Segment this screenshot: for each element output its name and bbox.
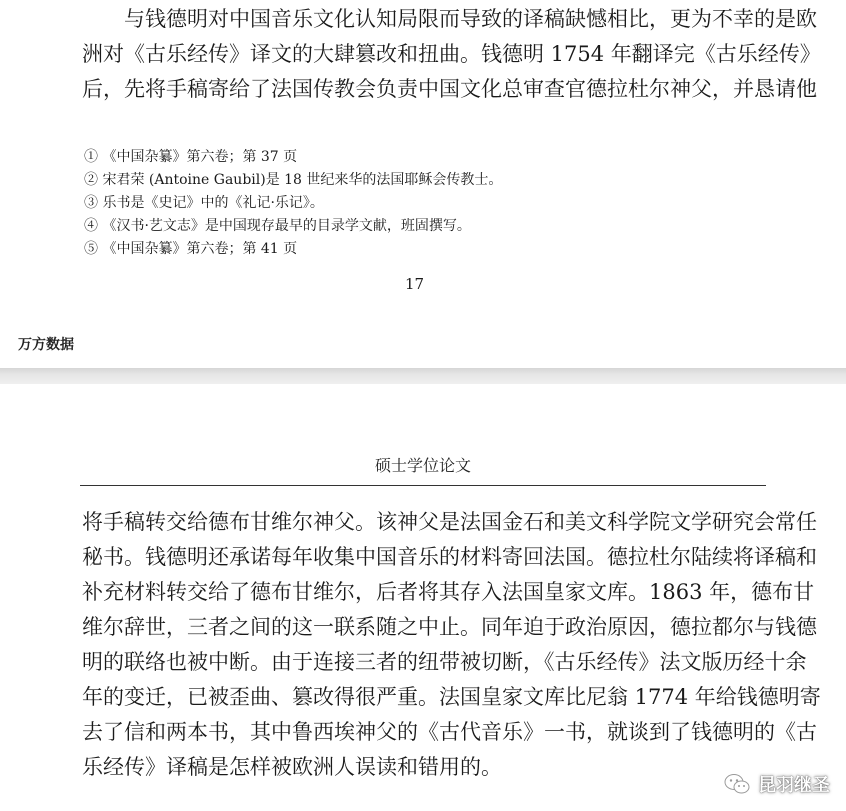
footnote-item: ⑤ 《中国杂纂》第六卷；第 41 页 <box>84 241 298 257</box>
paragraph-line: 乐经传》译稿是怎样被欧洲人误读和错用的。 <box>82 755 502 779</box>
wechat-account-badge <box>724 771 830 797</box>
paragraph-line: 补充材料转交给了德布甘维尔，后者将其存入法国皇家文库。1863 年，德布甘 <box>82 580 815 604</box>
wanfang-data-watermark: 万方数据 <box>18 337 74 353</box>
footnote-list <box>84 146 764 261</box>
paragraph-line: 明的联络也被中断。由于连接三者的纽带被切断，《古乐经传》法文版历经十余 <box>82 650 807 674</box>
body-paragraph-top <box>82 2 821 107</box>
running-header-title: 硕士学位论文 <box>374 456 471 475</box>
paragraph-line: 洲对《古乐经传》译文的大肆篡改和扭曲。钱德明 1754 年翻译完《古乐经传》 <box>82 42 821 66</box>
paragraph-line: 年的变迁，已被歪曲、篡改得很严重。法国皇家文库比尼翁 1774 年给钱德明寄 <box>82 685 821 709</box>
page-separator <box>0 368 846 384</box>
paragraph-line: 去了信和两本书，其中鲁西埃神父的《古代音乐》一书，就谈到了钱德明的《古 <box>82 720 817 744</box>
document-page-bottom <box>0 384 846 811</box>
paragraph-line: 秘书。钱德明还承诺每年收集中国音乐的材料寄回法国。德拉杜尔陆续将译稿和 <box>82 545 817 569</box>
footnote-item: ④ 《汉书·艺文志》是中国现存最早的目录学文献，班固撰写。 <box>84 218 471 234</box>
paragraph-line: 与钱德明对中国音乐文化认知局限而导致的译稿缺憾相比，更为不幸的是欧 <box>124 7 817 31</box>
paragraph-line: 维尔辞世，三者之间的这一联系随之中止。同年迫于政治原因，德拉都尔与钱德 <box>82 615 817 639</box>
body-paragraph-bottom <box>82 505 821 785</box>
document-page-top <box>0 0 846 368</box>
paragraph-line: 将手稿转交给德布甘维尔神父。该神父是法国金石和美文科学院文学研究会常任 <box>82 510 817 534</box>
wechat-icon <box>724 773 750 795</box>
page-number: 17 <box>405 275 425 293</box>
footnote-item: ① 《中国杂纂》第六卷；第 37 页 <box>84 149 298 165</box>
wechat-account-name: 昆羽继圣 <box>758 775 830 796</box>
footnote-item: ③ 乐书是《史记》中的《礼记·乐记》。 <box>84 195 324 211</box>
footnote-item: ② 宋君荣 (Antoine Gaubil)是 18 世纪来华的法国耶稣会传教士。 <box>84 172 503 188</box>
paragraph-line: 后，先将手稿寄给了法国传教会负责中国文化总审查官德拉杜尔神父，并恳请他 <box>82 77 817 101</box>
header-rule <box>80 485 766 486</box>
